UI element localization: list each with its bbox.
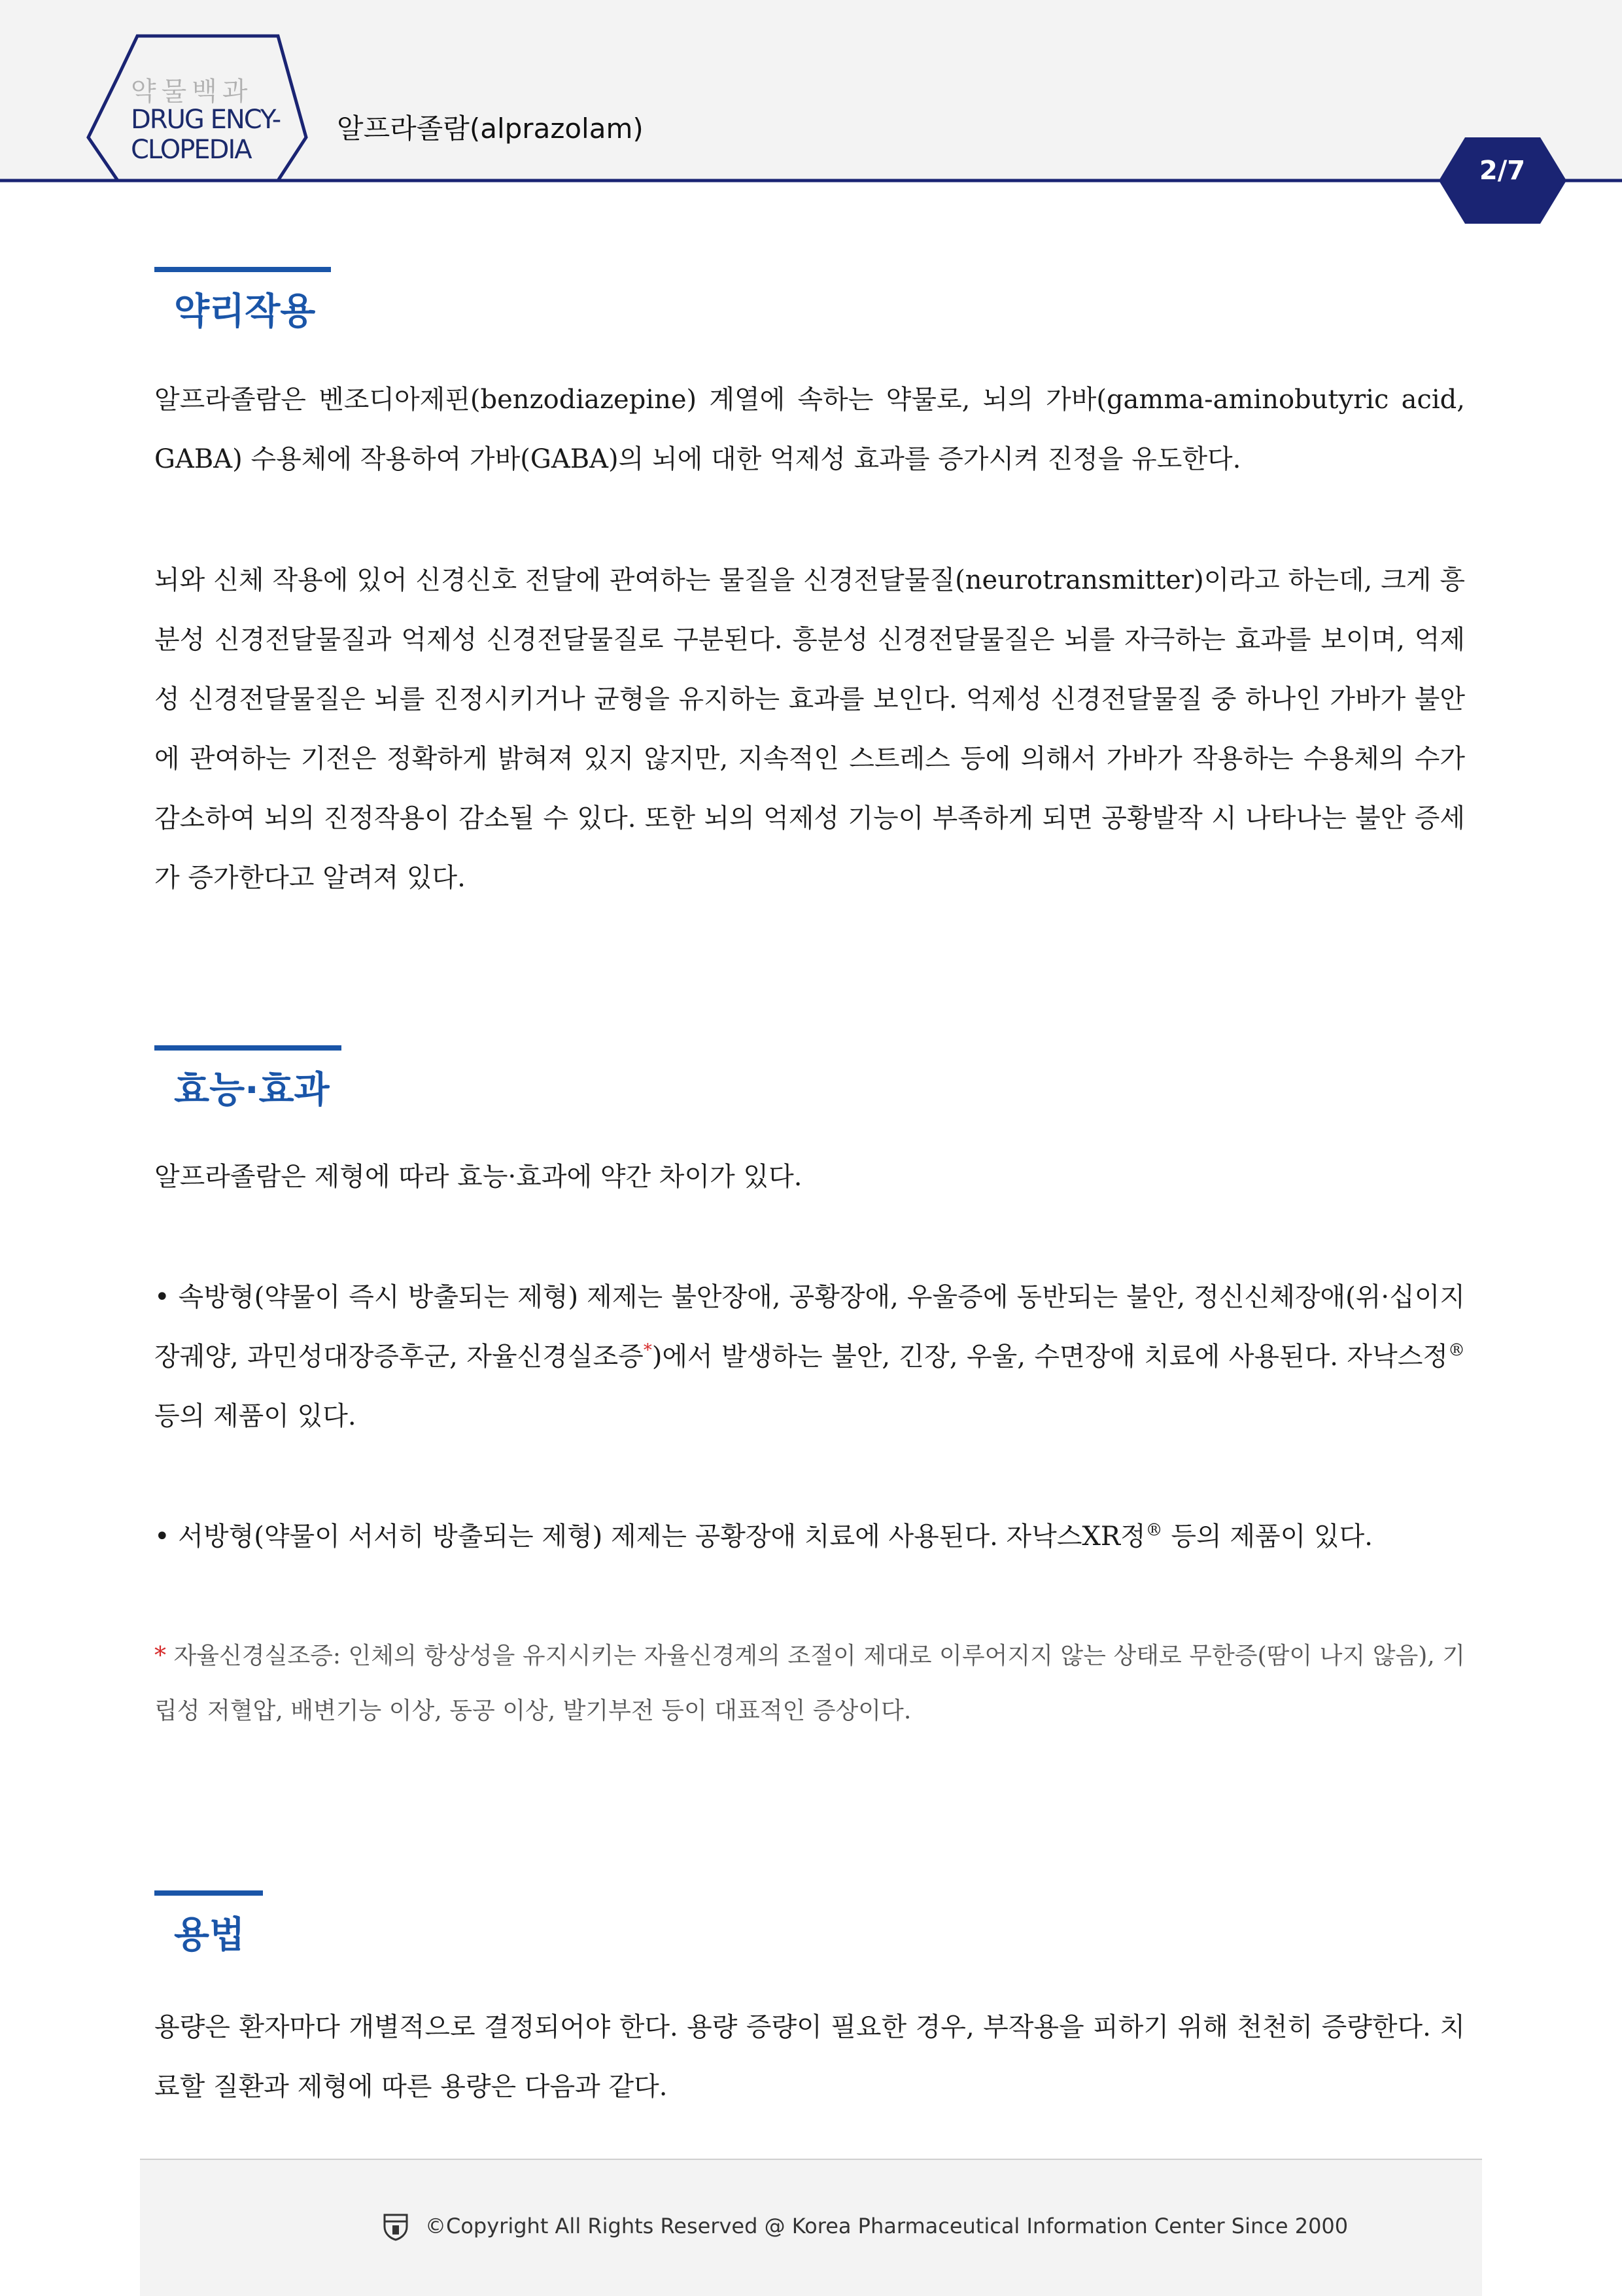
bullet2-text-b: 등의 제품이 있다. [1162, 1522, 1373, 1552]
logo-english-line1: DRUG ENCY- [131, 105, 281, 135]
bullet1-text-a: • 속방형(약물이 즉시 방출되는 제형) 제제는 불안장애, 공황장애, 우울증에 동반되는 불안, 정신신체장애(위·십이지장궤양, 과민성대장증후군, 자율신경실조증 [154, 1282, 1465, 1372]
section-bar-pharmacology [154, 267, 331, 272]
pharmacology-paragraph-2: 뇌와 신체 작용에 있어 신경신호 전달에 관여하는 물질을 신경전달물질(neurotransmitter)이라고 하는데, 크게 흥분성 신경전달물질과 억제성 신경전달물질로 구분된다. 흥분성 신경전달물질은 뇌를 자극하는 효과를 보이며, 억제성 신경전달물질은 뇌를 진정시키거나 균형을 유지하는 효과를 보인다. 억제성 신경전달물질 중 하나인 가바가 불안에 관여하는 기전은 정확하게 밝혀져 있지 않지만, 지속적인 스트레스 등에 의해서 가바가 작용하는 수용체의 수가 감소하여 뇌의 진정작용이 감소될 수 있다. 또한 뇌의 억제성 기능이 부족하게 되면 공황발작 시 나타나는 불안 증세가 증가한다고 알려져 있다. [154, 565, 1465, 893]
section-title-pharmacology: 약리작용 [174, 290, 316, 333]
bullet2-text-a: • 서방형(약물이 서서히 방출되는 제형) 제제는 공황장애 치료에 사용된다. 자낙스XR정 [154, 1522, 1146, 1552]
bullet1-text-c: 등의 제품이 있다. [154, 1401, 356, 1431]
pharmacology-paragraph-1: 알프라졸람은 벤조디아제핀(benzodiazepine) 계열에 속하는 약물로, 뇌의 가바(gamma-aminobutyric acid, GABA) 수용체에 작용하여 가바(GABA)의 뇌에 대한 억제성 효과를 증가시켜 진정을 유도한다. [154, 385, 1465, 474]
efficacy-bullet-extended-release [154, 1507, 1465, 1567]
efficacy-intro: 알프라졸람은 제형에 따라 효능·효과에 약간 차이가 있다. [154, 1162, 802, 1192]
bullet1-text-b: )에서 발생하는 불안, 긴장, 우울, 수면장애 치료에 사용된다. 자낙스정 [651, 1342, 1448, 1372]
logo-english-line2: CLOPEDIA [131, 135, 251, 165]
document-title: 알프라졸람(alprazolam) [337, 113, 644, 145]
footnote-marker: * [643, 1340, 652, 1361]
dosage-paragraph-1: 용량은 환자마다 개별적으로 결정되어야 한다. 용량 증량이 필요한 경우, 부작용을 피하기 위해 천천히 증량한다. 치료할 질환과 제형에 따른 용량은 다음과 같다. [154, 2012, 1465, 2102]
section-bar-dosage [154, 1890, 263, 1896]
footnote-autonomic-dysfunction [154, 1629, 1465, 1739]
registered-mark: ® [1145, 1520, 1163, 1540]
logo-korean: 약물백과 [131, 77, 253, 107]
section-title-efficacy: 효능·효과 [174, 1069, 330, 1111]
registered-mark: ® [1448, 1340, 1465, 1361]
footnote-text: 자율신경실조증: 인체의 항상성을 유지시키는 자율신경계의 조절이 제대로 이루어지지 않는 상태로 무한증(땀이 나지 않음), 기립성 저혈압, 배변기능 이상, 동공 이상, 발기부전 등이 대표적인 증상이다. [154, 1643, 1465, 1724]
page-indicator: 2/7 [1479, 156, 1526, 186]
footer-copyright: ©Copyright All Rights Reserved @ Korea Pharmaceutical Information Center Since 2000 [425, 2214, 1349, 2238]
footnote-star: * [154, 1643, 166, 1669]
pharmacy-shield-icon [382, 2212, 409, 2241]
logo-english [131, 105, 288, 165]
section-bar-efficacy [154, 1045, 341, 1051]
efficacy-bullet-immediate-release [154, 1268, 1465, 1446]
section-title-dosage: 용법 [174, 1914, 245, 1957]
